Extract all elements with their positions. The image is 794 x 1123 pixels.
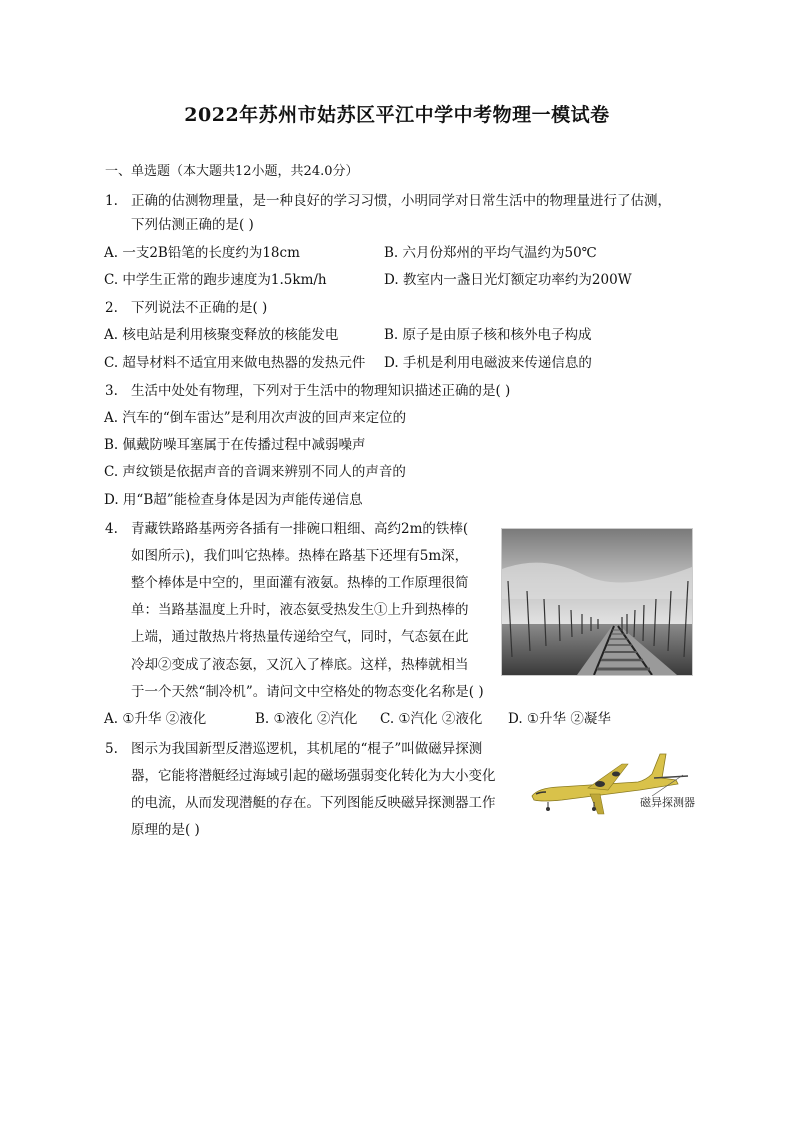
- question-3-option-a[interactable]: A. 汽车的“倒车雷达”是利用次声波的回声来定位的: [104, 410, 407, 426]
- question-4-line-5: 上端，通过散热片将热量传递给空气，同时，气态氨在此: [131, 629, 469, 645]
- question-2-number: 2.: [105, 300, 118, 316]
- question-1-number: 1.: [105, 193, 118, 209]
- question-3-option-b[interactable]: B. 佩戴防噪耳塞属于在传播过程中减弱噪声: [104, 437, 366, 453]
- question-1-option-b[interactable]: B. 六月份郑州的平均气温约为50℃: [384, 245, 597, 261]
- question-2-option-c[interactable]: C. 超导材料不适宜用来做电热器的发热元件: [104, 355, 366, 371]
- question-2-option-a[interactable]: A. 核电站是利用核聚变释放的核能发电: [104, 327, 339, 343]
- aircraft-illustration: [528, 744, 698, 822]
- question-4-option-c[interactable]: C. ①汽化 ②液化: [380, 711, 483, 727]
- question-5-line-4: 原理的是( ): [131, 822, 200, 838]
- section-header: 一、单选题（本大题共12小题，共24.0分）: [105, 164, 359, 179]
- question-4-line-1: 青藏铁路路基两旁各插有一排碗口粗细、高约2m的铁棒(: [131, 521, 469, 537]
- question-1-line-1: 正确的估测物理量，是一种良好的学习习惯，小明同学对日常生活中的物理量进行了估测，: [131, 193, 671, 209]
- question-4-line-6: 冷却②变成了液态氨，又沉入了棒底。这样，热棒就相当: [131, 657, 469, 673]
- question-3-line-1: 生活中处处有物理，下列对于生活中的物理知识描述正确的是( ): [131, 383, 511, 399]
- question-4-line-3: 整个棒体是中空的，里面灌有液氨。热棒的工作原理很简: [131, 575, 469, 591]
- question-5-number: 5.: [105, 741, 118, 757]
- question-2-option-d[interactable]: D. 手机是利用电磁波来传递信息的: [384, 355, 592, 371]
- question-5-line-3: 的电流，从而发现潜艇的存在。下列图能反映磁异探测器工作: [131, 795, 496, 811]
- question-4-line-4: 单：当路基温度上升时，液态氨受热发生①上升到热棒的: [131, 602, 469, 618]
- question-4-option-b[interactable]: B. ①液化 ②汽化: [255, 711, 358, 727]
- question-5-line-2: 器，它能将潜艇经过海域引起的磁场强弱变化转化为大小变化: [131, 768, 496, 784]
- page-title: 2022年苏州市姑苏区平江中学中考物理一模试卷: [184, 104, 610, 126]
- question-5-line-1: 图示为我国新型反潜巡逻机，其机尾的“棍子”叫做磁异探测: [131, 741, 483, 757]
- patrol-aircraft-figure: [528, 744, 698, 822]
- railway-illustration: [502, 529, 692, 675]
- railway-heat-rod-photo: [501, 528, 693, 676]
- question-4-number: 4.: [105, 521, 118, 537]
- question-4-line-7: 于一个天然“制冷机”。请问文中空格处的物态变化名称是( ): [131, 684, 484, 700]
- question-2-option-b[interactable]: B. 原子是由原子核和核外电子构成: [384, 327, 592, 343]
- question-1-line-2: 下列估测正确的是( ): [131, 217, 254, 233]
- figure-caption: 磁异探测器: [640, 796, 695, 809]
- question-1-option-a[interactable]: A. 一支2B铅笔的长度约为18cm: [104, 245, 300, 261]
- question-3-option-d[interactable]: D. 用“B超”能检查身体是因为声能传递信息: [104, 492, 363, 508]
- question-4-option-d[interactable]: D. ①升华 ②凝华: [508, 711, 611, 727]
- question-4-option-a[interactable]: A. ①升华 ②液化: [104, 711, 207, 727]
- question-2-line-1: 下列说法不正确的是( ): [131, 300, 268, 316]
- question-3-option-c[interactable]: C. 声纹锁是依据声音的音调来辨别不同人的声音的: [104, 464, 406, 480]
- question-3-number: 3.: [105, 383, 118, 399]
- question-1-option-d[interactable]: D. 教室内一盏日光灯额定功率约为200W: [384, 272, 632, 288]
- question-4-line-2: 如图所示)，我们叫它热棒。热棒在路基下还埋有5m深，: [131, 548, 469, 564]
- question-1-option-c[interactable]: C. 中学生正常的跑步速度为1.5km/h: [104, 272, 327, 288]
